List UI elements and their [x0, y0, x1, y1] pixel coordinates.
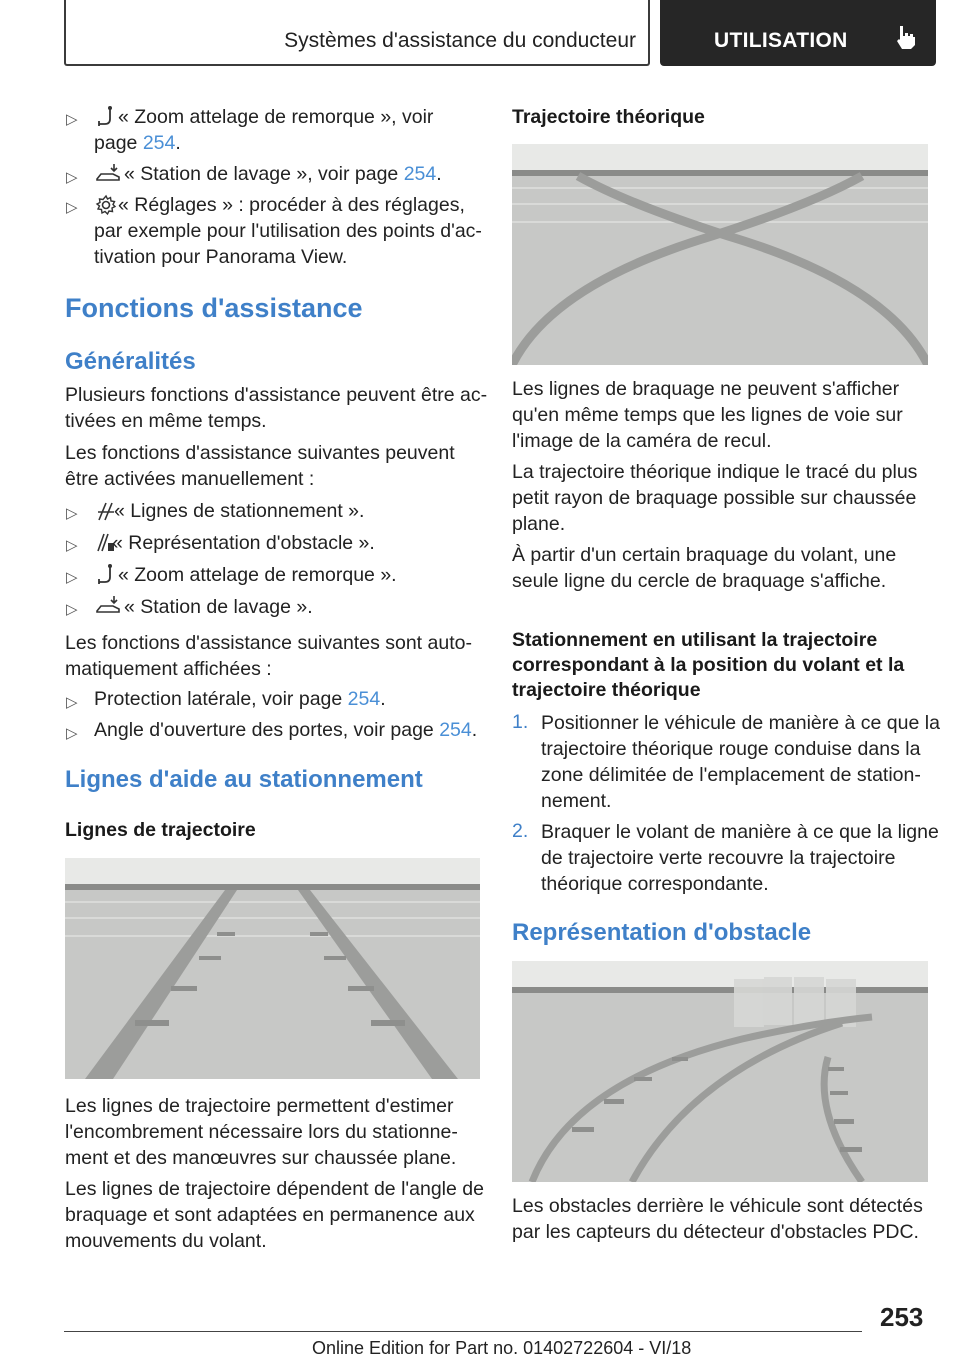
list-bullet: ▷ [66, 569, 78, 586]
paragraph-line: Les obstacles derrière le véhicule sont détectés [512, 1195, 923, 1217]
paragraph-line: l'encombrement nécessaire lors du stationne- [65, 1121, 458, 1143]
list-bullet: ▷ [66, 505, 78, 522]
list-bullet: ▷ [66, 169, 78, 186]
step-number: 2. [512, 820, 529, 842]
list-item-text: « Lignes de stationnement ». [114, 500, 365, 522]
list-item-wash-text: « Station de lavage », voir page 254. [124, 163, 442, 185]
paragraph-line: Les lignes de braquage ne peuvent s'afficher [512, 378, 900, 400]
paragraph-line: petit rayon de braquage possible sur chaussée [512, 487, 917, 509]
list-bullet: ▷ [66, 537, 78, 554]
page-number: 253 [880, 1302, 924, 1332]
obstacle-representation-image [512, 961, 928, 1182]
list-bullet: ▷ [66, 725, 78, 742]
parking-lines-icon [96, 500, 116, 522]
page-link[interactable]: 254 [142, 132, 176, 154]
list-item-text: « Station de lavage ». [124, 596, 313, 618]
trailer-hitch-icon [96, 563, 118, 585]
heading-lignes-aide: Lignes d'aide au stationnement [65, 766, 423, 793]
list-item-settings-text3: tivation pour Panorama View. [94, 246, 348, 268]
gear-icon [95, 194, 117, 216]
heading-trajectoire-theorique: Trajectoire théorique [512, 106, 705, 128]
paragraph-line: La trajectoire théorique indique le tracé du plus [512, 461, 918, 483]
heading-fonctions-assistance: Fonctions d'assistance [65, 293, 363, 323]
heading-stationnement: Stationnement en utilisant la trajectoire [512, 629, 878, 651]
paragraph-line: Les fonctions d'assistance suivantes peuvent [65, 442, 455, 464]
step-line: zone délimitée de l'emplacement de station- [541, 764, 921, 786]
list-bullet: ▷ [66, 601, 78, 618]
list-item-zoom-text2: page 254. [94, 132, 181, 154]
header-section-box [64, 0, 650, 66]
header-section-title: Systèmes d'assistance du conducteur [284, 29, 636, 52]
paragraph-line: Les lignes de trajectoire permettent d'estimer [65, 1095, 454, 1117]
heading-stationnement: trajectoire théorique [512, 679, 701, 701]
step-line: de trajectoire verte recouvre la trajectoire [541, 847, 896, 869]
paragraph-line: seule ligne du cercle de braquage s'affiche. [512, 570, 887, 592]
list-bullet: ▷ [66, 111, 78, 128]
paragraph-line: par les capteurs du détecteur d'obstacles PDC. [512, 1221, 919, 1243]
step-line: Braquer le volant de manière à ce que la ligne [541, 821, 939, 843]
theoretical-trajectory-image [512, 144, 928, 365]
step-line: trajectoire théorique rouge conduise dans la [541, 738, 921, 760]
list-bullet: ▷ [66, 694, 78, 711]
hand-pointer-icon [894, 24, 918, 50]
list-item-text: Protection latérale, voir page 254. [94, 688, 386, 710]
paragraph-line: Les fonctions d'assistance suivantes sont auto- [65, 632, 472, 654]
paragraph-line: mouvements du volant. [65, 1230, 267, 1252]
paragraph-line: qu'en même temps que les lignes de voie sur [512, 404, 903, 426]
header-chapter-title: UTILISATION [714, 29, 848, 52]
paragraph-line: tivées en même temps. [65, 410, 267, 432]
heading-generalites: Généralités [65, 348, 196, 375]
list-bullet: ▷ [66, 199, 78, 216]
list-item-text: « Représentation d'obstacle ». [112, 532, 375, 554]
step-line: nement. [541, 790, 612, 812]
heading-stationnement: correspondant à la position du volant et la [512, 654, 905, 676]
step-number: 1. [512, 711, 529, 733]
trailer-hitch-icon [96, 105, 118, 127]
list-item-settings-text: « Réglages » : procéder à des réglages, [118, 194, 465, 216]
step-line: théorique correspondante. [541, 873, 769, 895]
trajectory-lines-image [65, 858, 480, 1079]
list-item-text: « Zoom attelage de remorque ». [118, 564, 397, 586]
list-item-zoom-text: « Zoom attelage de remorque », voir [118, 106, 434, 128]
paragraph-line: ment et des manœuvres sur chaussée plane. [65, 1147, 457, 1169]
page-link[interactable]: 254 [347, 688, 381, 710]
page-link[interactable]: 254 [439, 719, 472, 741]
list-item-text: Angle d'ouverture des portes, voir page 254. [94, 719, 478, 741]
header-chapter-box [660, 0, 936, 66]
paragraph-line: Plusieurs fonctions d'assistance peuvent être ac- [65, 384, 488, 406]
heading-representation-obstacle: Représentation d'obstacle [512, 919, 812, 946]
car-wash-icon [96, 163, 122, 183]
paragraph-line: l'image de la caméra de recul. [512, 430, 772, 452]
footer-divider [64, 1331, 862, 1332]
paragraph-line: braquage et sont adaptées en permanence aux [65, 1204, 475, 1226]
list-item-settings-text2: par exemple pour l'utilisation des points d'ac- [94, 220, 482, 242]
heading-lignes-trajectoire: Lignes de trajectoire [65, 819, 256, 841]
step-line: Positionner le véhicule de manière à ce que la [541, 712, 940, 734]
footer-edition: Online Edition for Part no. 01402722604 - VI/18 [312, 1338, 692, 1358]
paragraph-line: plane. [512, 513, 566, 535]
paragraph-line: être activées manuellement : [65, 468, 315, 490]
paragraph-line: Les lignes de trajectoire dépendent de l'angle de [65, 1178, 484, 1200]
page-link[interactable]: 254 [403, 163, 437, 185]
paragraph-line: matiquement affichées : [65, 658, 272, 680]
paragraph-line: À partir d'un certain braquage du volant, une [512, 544, 897, 566]
car-wash-icon [96, 595, 122, 615]
